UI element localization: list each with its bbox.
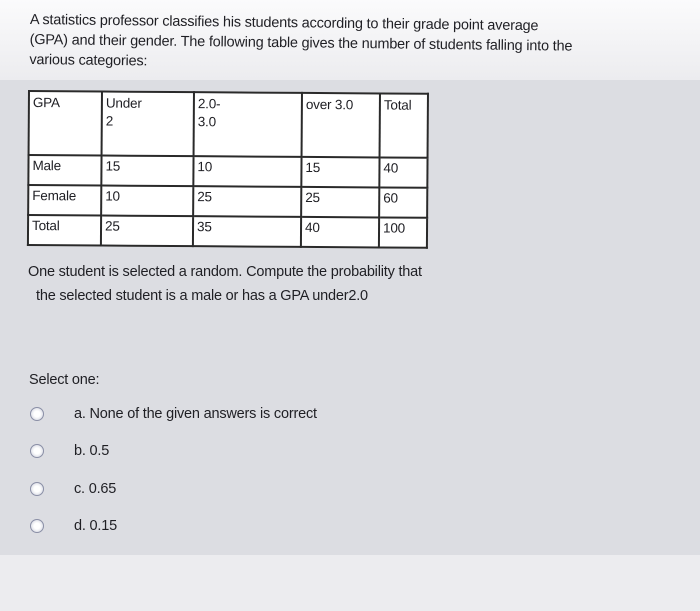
- table-cell: 35: [193, 216, 301, 247]
- radio-button-icon[interactable]: [30, 444, 44, 458]
- probability-prompt: [28, 260, 548, 308]
- table-cell: Male: [28, 155, 101, 186]
- question-line: (GPA) and their gender. The following table gives the number of students falling into the: [29, 31, 573, 55]
- table-cell: 25: [193, 186, 301, 217]
- answer-option-label[interactable]: b. 0.5: [74, 443, 110, 459]
- answer-option-a[interactable]: [30, 402, 317, 426]
- table-row: [28, 155, 427, 188]
- gpa-gender-table: [27, 90, 429, 249]
- table-cell: 40: [379, 157, 427, 187]
- table-header-row: [29, 91, 428, 158]
- table-header-cell: 2.0- 3.0: [194, 92, 302, 157]
- table-row: [28, 185, 427, 218]
- radio-button-icon[interactable]: [30, 407, 44, 421]
- radio-button-icon[interactable]: [30, 519, 44, 533]
- table-cell: 15: [101, 156, 193, 187]
- radio-button-icon[interactable]: [30, 482, 44, 496]
- table-cell: 40: [301, 217, 379, 248]
- table-cell: Female: [28, 185, 101, 216]
- table-cell: 100: [379, 217, 427, 247]
- select-one-label: Select one:: [29, 372, 100, 388]
- answer-option-label[interactable]: a. None of the given answers is correct: [74, 406, 317, 422]
- answer-option-b[interactable]: [30, 439, 109, 463]
- prompt-line: the selected student is a male or has a GPA under2.0: [36, 288, 368, 304]
- prompt-line: One student is selected a random. Compute the probability that: [28, 264, 422, 280]
- question-line: various categories:: [29, 51, 148, 70]
- question-line: A statistics professor classifies his students according to their grade point average: [29, 11, 539, 35]
- answer-option-d[interactable]: [30, 514, 117, 538]
- page-background-bottom: [0, 555, 700, 611]
- table-cell: 10: [193, 156, 301, 187]
- table-header-cell: Under 2: [102, 92, 194, 157]
- answer-option-c[interactable]: [30, 477, 116, 501]
- answer-option-label[interactable]: d. 0.15: [74, 518, 117, 534]
- table-cell: Total: [28, 215, 101, 246]
- table-cell: 15: [301, 157, 379, 188]
- question-text: [29, 10, 680, 78]
- table-header-cell: GPA: [29, 91, 102, 156]
- table-cell: 10: [101, 186, 193, 217]
- table-header-cell: over 3.0: [302, 93, 380, 158]
- table-cell: 60: [379, 187, 427, 217]
- table-row: [28, 215, 427, 248]
- table-cell: 25: [301, 187, 379, 218]
- answer-option-label[interactable]: c. 0.65: [74, 481, 117, 497]
- table-cell: 25: [101, 216, 193, 247]
- table-header-cell: Total: [380, 93, 428, 157]
